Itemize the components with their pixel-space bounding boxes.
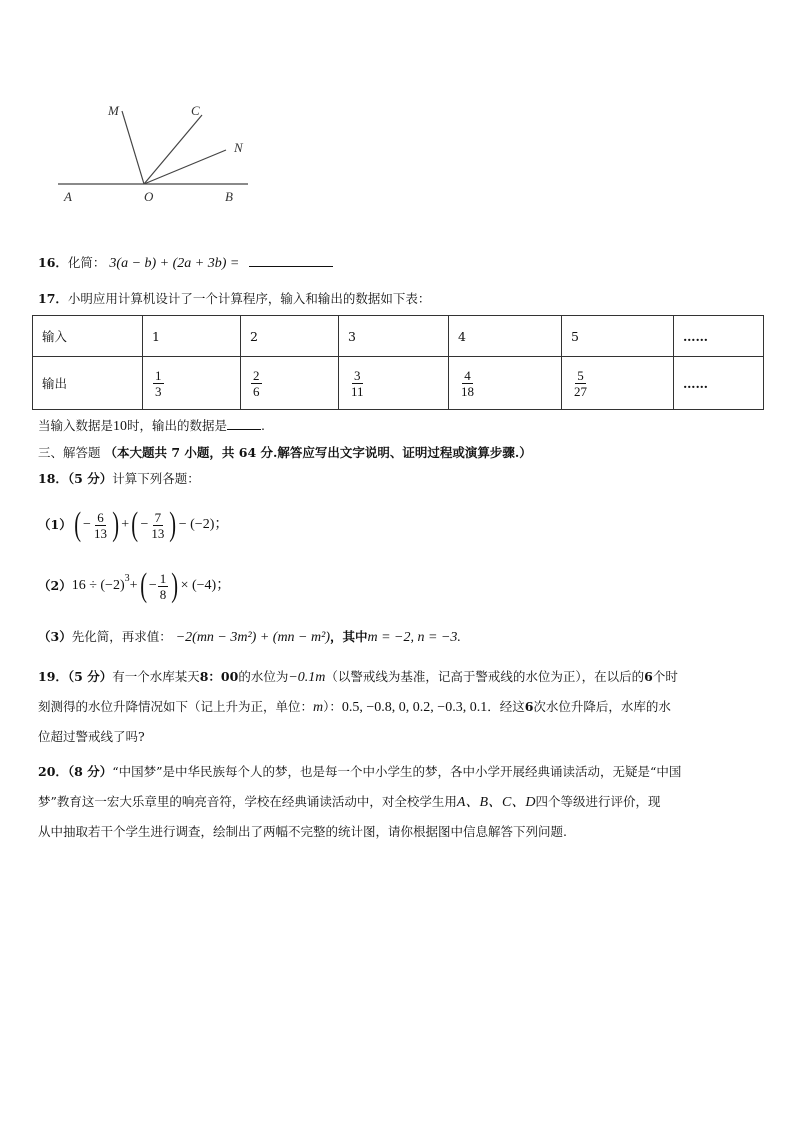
input-cell: 3 xyxy=(339,316,449,357)
q19-count: 6 xyxy=(524,699,534,714)
minus-sign: − xyxy=(140,517,149,532)
question-19-line-3 xyxy=(38,728,145,746)
label-m: M xyxy=(108,103,119,118)
q17-answer-blank[interactable] xyxy=(227,429,261,430)
q18-p2-label: （2） xyxy=(38,578,72,593)
q16-expression: 3(a − b) + (2a + 3b) = xyxy=(109,256,240,271)
fraction xyxy=(153,368,164,399)
q16-text: 化简： xyxy=(67,255,106,270)
fraction-numerator: 2 xyxy=(253,367,260,383)
q19-number: 19． xyxy=(38,669,68,684)
left-paren: ( xyxy=(131,506,139,543)
q17-number: 17． xyxy=(38,291,68,306)
fraction-denominator: 27 xyxy=(574,383,587,399)
q19-text: ．经这 xyxy=(487,699,525,714)
question-20-line-1 xyxy=(38,763,681,781)
section-3-heading xyxy=(38,444,532,462)
right-paren: ) xyxy=(171,567,179,604)
fraction xyxy=(251,368,262,399)
fraction-numerator: 1 xyxy=(155,367,162,383)
q18-p2-head: 16 ÷ (−2) xyxy=(71,578,125,593)
q18-number: 18． xyxy=(38,471,68,486)
fraction-denominator: 11 xyxy=(351,383,364,399)
question-18 xyxy=(38,470,200,488)
plus-sign: + xyxy=(129,578,138,593)
table-row xyxy=(33,357,764,410)
fraction-numerator: 5 xyxy=(577,367,584,383)
fraction-denominator: 3 xyxy=(155,383,162,399)
fraction xyxy=(158,571,169,602)
fraction xyxy=(572,368,589,399)
q18-score: （5 分） xyxy=(67,471,113,486)
label-a: A xyxy=(64,189,72,204)
q20-grades: A、B、C、D xyxy=(456,795,536,810)
left-paren: ( xyxy=(139,567,147,604)
section-3-note: （本大题共 7 小题，共 64 分.解答应写出文字说明、证明过程或演算步骤.） xyxy=(104,445,532,460)
fraction-numerator: 7 xyxy=(154,509,162,525)
fraction-denominator: 6 xyxy=(253,383,260,399)
row-label-output: 输出 xyxy=(33,357,143,410)
input-cell: 4 xyxy=(449,316,562,357)
angle-figure xyxy=(50,95,280,210)
fraction-numerator: 6 xyxy=(97,509,104,525)
q18-p3-cond-values: m = −2, n = −3. xyxy=(367,630,461,645)
q19-text: （以警戒线为基准，记高于警戒线的水位为正），在以后的 xyxy=(325,669,645,684)
input-cell: 5 xyxy=(562,316,674,357)
q19-score: （5 分） xyxy=(67,669,113,684)
question-20-line-2 xyxy=(38,793,660,812)
minus-sign: − xyxy=(148,578,157,593)
q19-level: −0.1m xyxy=(288,670,326,685)
left-paren: ( xyxy=(73,506,81,543)
q17-after-text: 时，输出的数据是 xyxy=(127,418,228,433)
fraction-denominator: 8 xyxy=(159,586,167,602)
fraction-denominator: 13 xyxy=(93,525,107,541)
q18-text: 计算下列各题： xyxy=(112,471,200,486)
fraction xyxy=(349,368,366,399)
exponent: 3 xyxy=(124,573,130,584)
q20-score: （8 分） xyxy=(67,764,113,779)
row-label-input: 输入 xyxy=(33,316,143,357)
right-paren: ) xyxy=(169,506,177,543)
label-n: N xyxy=(234,140,243,155)
input-cell: 1 xyxy=(143,316,241,357)
q19-text: ）： xyxy=(323,699,342,714)
fraction-denominator: 18 xyxy=(461,383,474,399)
io-table xyxy=(32,315,764,410)
question-19-line-2 xyxy=(38,698,671,717)
question-16 xyxy=(38,254,333,273)
section-3-title: 三、解答题 xyxy=(38,445,101,460)
q17-text: 小明应用计算机设计了一个计算程序，输入和输出的数据如下表： xyxy=(67,291,431,306)
label-o: O xyxy=(144,189,154,204)
q18-p1-label: （1） xyxy=(38,517,72,532)
q18-part-3 xyxy=(38,628,461,647)
question-19-line-1 xyxy=(38,668,678,687)
q18-p1-tail: − (−2)； xyxy=(178,517,229,532)
output-cell xyxy=(241,357,339,410)
q18-p3-label: （3） xyxy=(38,629,72,644)
fraction-denominator: 13 xyxy=(151,525,165,541)
output-cell xyxy=(562,357,674,410)
q18-p2-tail: × (−4)； xyxy=(180,578,231,593)
fraction-numerator: 3 xyxy=(354,367,361,383)
q20-text: 四个等级进行评价，现 xyxy=(535,794,661,809)
question-20-line-3 xyxy=(38,823,567,841)
fraction xyxy=(459,368,476,399)
ray-on xyxy=(144,150,226,184)
label-c: C xyxy=(191,103,200,118)
q19-text: 刻测得的水位升降情况如下（记上升为正，单位： xyxy=(38,699,314,714)
q16-answer-blank[interactable] xyxy=(249,266,333,267)
fraction xyxy=(149,510,166,541)
input-cell-more: …… xyxy=(674,316,764,357)
q19-text: 次水位升降后，水库的水 xyxy=(533,699,671,714)
output-cell xyxy=(143,357,241,410)
q17-question xyxy=(38,417,265,436)
q19-changes: 0.5, −0.8, 0, 0.2, −0.3, 0.1 xyxy=(341,700,488,715)
q17-after-text: 当输入数据是 xyxy=(38,418,114,433)
right-paren: ) xyxy=(112,506,119,543)
table-row xyxy=(33,316,764,357)
output-cell-more: …… xyxy=(674,357,764,410)
q18-part-1 xyxy=(38,505,228,545)
q19-text: 个时 xyxy=(652,669,678,684)
minus-sign: − xyxy=(83,517,91,532)
q18-part-2 xyxy=(38,566,230,606)
q20-text: “中国梦”是中华民族每个人的梦，也是每一个中小学生的梦，各中小学开展经典诵读活动，无疑是“中国 xyxy=(112,764,682,779)
ray-om xyxy=(122,111,144,184)
q20-text: 从中抽取若干个学生进行调查，绘制出了两幅不完整的统计图，请你根据图中信息解答下列问题. xyxy=(38,824,567,839)
q17-period: . xyxy=(261,418,266,433)
output-cell xyxy=(339,357,449,410)
plus-sign: + xyxy=(121,517,130,532)
q19-text: 位超过警戒线了吗? xyxy=(38,729,145,744)
q18-p3-cond-text: ，其中 xyxy=(329,629,368,644)
ray-oc xyxy=(144,115,202,184)
q19-text: 的水位为 xyxy=(238,669,289,684)
q19-unit: m xyxy=(313,700,324,715)
q18-p3-expression: −2(mn − 3m²) + (mn − m²) xyxy=(175,630,330,645)
q16-number: 16． xyxy=(38,255,68,270)
q19-time: 8：00 xyxy=(199,669,239,684)
question-17 xyxy=(38,290,430,308)
q20-number: 20． xyxy=(38,764,68,779)
q20-text: 梦”教育这一宏大乐章里的响亮音符，学校在经典诵读活动中，对全校学生用 xyxy=(38,794,457,809)
output-cell xyxy=(449,357,562,410)
fraction xyxy=(92,510,109,541)
fraction-numerator: 1 xyxy=(159,570,167,586)
q18-p3-text: 先化简，再求值： xyxy=(71,629,172,644)
label-b: B xyxy=(225,189,233,204)
input-cell: 2 xyxy=(241,316,339,357)
fraction-numerator: 4 xyxy=(464,367,471,383)
q19-text: 有一个水库某天 xyxy=(112,669,200,684)
q19-count: 6 xyxy=(644,669,653,684)
q17-input-value: 10 xyxy=(113,419,128,434)
